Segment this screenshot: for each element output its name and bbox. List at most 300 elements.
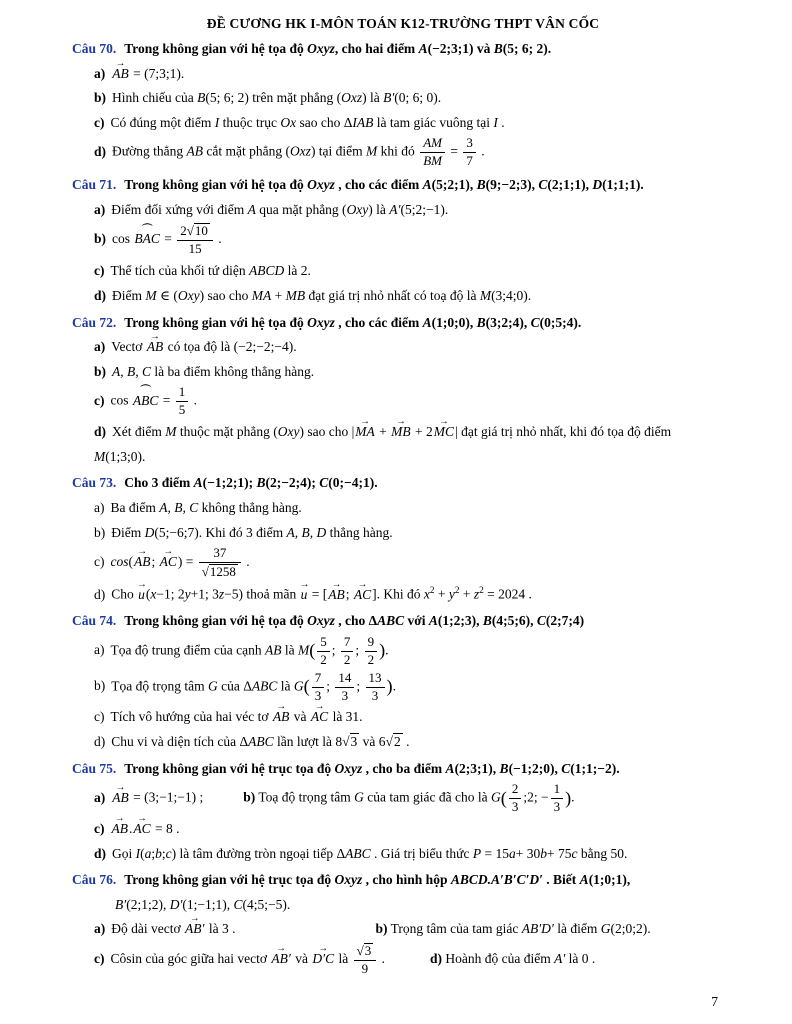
part-label: a) xyxy=(94,921,106,937)
text-segment: và xyxy=(290,709,310,725)
text-segment: . xyxy=(214,231,222,247)
fraction-numerator xyxy=(365,635,378,652)
text-segment: Xét điểm xyxy=(112,424,166,440)
text-segment: . Giá trị biểu thức xyxy=(370,845,473,861)
vector: AB → xyxy=(272,706,291,728)
part-label: c) xyxy=(94,114,105,130)
text-segment: ]. Khi đó xyxy=(372,586,424,602)
vector: AB → xyxy=(111,787,130,809)
vector: AC → xyxy=(353,584,372,606)
text-segment: ) là xyxy=(362,90,384,106)
math-variable: C xyxy=(536,613,546,629)
math-variable: M xyxy=(145,287,157,303)
text-segment: với xyxy=(404,613,429,629)
part-line xyxy=(72,843,734,865)
question-line xyxy=(72,758,734,780)
math-variable: C xyxy=(538,177,548,193)
text-segment: thuộc mặt phẳng ( xyxy=(176,424,278,440)
text-segment: 5 xyxy=(320,633,327,649)
text-segment: ( xyxy=(128,554,133,570)
fraction-numerator xyxy=(317,635,330,652)
text-segment: 3 xyxy=(341,687,349,703)
math-variable: I xyxy=(214,114,220,130)
text-segment: (3;2;4), xyxy=(485,314,531,330)
question-label: Câu 70. xyxy=(72,41,117,56)
text-segment: 9 xyxy=(361,961,369,976)
math-variable: M xyxy=(366,143,378,159)
text-segment: = [ xyxy=(308,586,328,602)
text-segment: 3 xyxy=(314,687,322,703)
text-segment: . xyxy=(378,951,385,967)
math-variable: B′ xyxy=(115,896,127,912)
text-segment: đạt giá trị nhỏ nhất có toạ độ là xyxy=(305,287,480,303)
text-segment: . Biết xyxy=(542,872,580,888)
fraction-denominator xyxy=(177,241,213,257)
text-segment: Thể tích của khối tứ diện xyxy=(110,263,250,279)
math-variable: Oxyz xyxy=(307,613,335,629)
text-segment: Điểm đối xứng với điểm xyxy=(111,201,248,217)
part-line xyxy=(72,87,734,109)
continuation-line xyxy=(72,446,734,468)
math-variable: Oxy xyxy=(277,424,300,440)
math-variable: A xyxy=(193,475,203,491)
math-variable: z xyxy=(473,586,480,602)
text-segment: , cho hình hộp xyxy=(362,872,451,888)
question-line xyxy=(72,174,734,196)
text-segment: Côsin của góc giữa hai vectơ xyxy=(110,951,271,967)
text-segment: = xyxy=(159,392,174,408)
text-segment: (4;5;6), xyxy=(491,613,537,629)
math-variable: Oxyz xyxy=(334,760,363,776)
radical-sign: √ xyxy=(201,564,209,580)
fraction-denominator xyxy=(551,799,564,815)
text-segment: +1; 3 xyxy=(190,586,219,602)
math-variable: Oxy xyxy=(346,201,369,217)
fraction-numerator xyxy=(176,385,189,402)
text-segment: là xyxy=(335,951,352,967)
text-segment: ) là tâm đường tròn ngoại tiếp Δ xyxy=(171,845,346,861)
text-segment: , cho ba điểm xyxy=(362,760,446,776)
vector: AB′ → xyxy=(270,948,291,970)
math-variable: B xyxy=(499,760,509,776)
math-variable: G xyxy=(207,678,218,694)
text-segment: 2 xyxy=(343,651,351,667)
vector: MC → xyxy=(433,421,455,443)
math-variable: c xyxy=(571,845,578,861)
text-segment: −5) thoả mãn xyxy=(224,586,300,602)
math-variable: D xyxy=(144,524,155,540)
part-label: a) xyxy=(94,642,105,658)
text-segment: thẳng hàng. xyxy=(326,524,393,540)
math-variable: Oxyz xyxy=(307,314,335,330)
fraction xyxy=(352,943,379,977)
question-line xyxy=(72,38,734,60)
text-segment: Chu vi và diện tích của Δ xyxy=(111,734,249,750)
text-segment: (−2;3;1) và xyxy=(427,41,494,56)
math-variable: ABCD.A′B′C′D′ xyxy=(450,872,543,888)
text-segment: không thẳng hàng. xyxy=(198,499,302,515)
math-variable: Oxy xyxy=(177,287,200,303)
part-label: b) xyxy=(94,363,107,379)
text-segment: và 6 xyxy=(359,734,386,750)
fraction-denominator xyxy=(366,688,385,704)
text-segment: ) là xyxy=(368,201,390,217)
text-segment: (5;2;1), xyxy=(431,177,477,193)
math-variable: MA xyxy=(251,287,272,303)
vector: AB → xyxy=(146,336,165,358)
text-segment: ; xyxy=(345,586,353,602)
part-label: d) xyxy=(94,143,107,159)
math-variable: G xyxy=(354,789,364,805)
part-line xyxy=(72,782,734,815)
math-variable: M xyxy=(94,448,106,464)
text-segment: 2 xyxy=(511,781,519,797)
text-segment: 7 xyxy=(343,633,351,649)
part-label: c) xyxy=(94,392,105,408)
large-delimiter: ( xyxy=(500,787,507,808)
page-number: 7 xyxy=(711,994,718,1009)
fraction xyxy=(339,635,356,668)
text-segment: (2;3;1), xyxy=(454,760,500,776)
fraction-denominator xyxy=(335,688,354,704)
text-segment: bằng 50. xyxy=(577,845,628,861)
part-line xyxy=(72,671,734,704)
text-segment: , cho các điểm xyxy=(334,314,423,330)
text-segment: (2;−2;4); xyxy=(265,475,320,491)
text-segment: . xyxy=(392,678,396,694)
vector: AB′ → xyxy=(184,918,205,940)
fraction xyxy=(174,385,191,418)
text-segment: 3 xyxy=(466,135,473,151)
math-variable: C xyxy=(561,760,571,776)
math-variable: b xyxy=(540,845,547,861)
text-segment: 2 xyxy=(367,651,375,667)
text-segment: ; xyxy=(151,845,156,861)
text-segment: 3 xyxy=(371,687,379,703)
radicand: 3 xyxy=(350,734,358,750)
text-segment: = (3;−1;−1) ; xyxy=(129,789,204,805)
square-root xyxy=(386,731,403,753)
math-variable: IAB xyxy=(352,114,374,130)
text-segment: ; xyxy=(331,642,339,658)
inline-part-label: b) xyxy=(243,789,256,805)
fraction-denominator xyxy=(176,402,189,418)
superscript: 2 xyxy=(479,585,484,595)
math-variable: Ox xyxy=(280,114,297,130)
text-segment: Độ dài vectơ xyxy=(111,921,184,937)
text-segment: Ba điểm xyxy=(110,499,160,515)
text-segment: Tọa độ trọng tâm xyxy=(111,678,208,694)
text-segment: Trong không gian với hệ trục tọa độ xyxy=(124,760,335,776)
radicand: 1258 xyxy=(209,564,236,580)
fraction-numerator xyxy=(354,943,377,961)
part-line xyxy=(72,361,734,383)
part-label: a) xyxy=(94,65,106,81)
text-segment: ( xyxy=(140,845,145,861)
text-segment: Đường thẳng xyxy=(112,143,187,159)
part-label: d) xyxy=(94,287,107,303)
text-segment: là 0 . xyxy=(565,951,596,967)
radicand: 2 xyxy=(393,734,401,750)
fraction xyxy=(197,546,243,580)
part-line xyxy=(72,223,734,257)
fraction-denominator xyxy=(463,153,476,169)
text-segment: . xyxy=(477,143,485,159)
text-segment: Trọng tâm của tam giác xyxy=(387,921,522,937)
part-line xyxy=(72,260,734,282)
part-line xyxy=(72,635,734,668)
math-variable: y xyxy=(448,586,455,602)
math-variable: G xyxy=(600,921,611,937)
math-variable: ABC xyxy=(251,678,278,694)
text-segment: (9;−2;3), xyxy=(485,177,539,193)
fraction-denominator xyxy=(509,799,522,815)
spacer xyxy=(235,932,375,933)
fraction xyxy=(315,635,332,668)
vector: AB → xyxy=(111,63,130,85)
part-label: c) xyxy=(94,554,105,570)
text-segment: ) sao cho xyxy=(199,287,252,303)
text-segment: 5 xyxy=(178,402,186,418)
text-segment: + 30 xyxy=(515,845,541,861)
math-variable: M xyxy=(297,642,310,658)
fraction-numerator xyxy=(366,671,385,688)
text-segment: . xyxy=(497,114,505,130)
fraction xyxy=(333,671,356,704)
math-variable: a xyxy=(144,845,152,861)
question-label: Câu 75. xyxy=(72,760,117,776)
math-variable: ABC xyxy=(345,845,371,861)
question-line xyxy=(72,312,734,334)
math-variable: I xyxy=(135,845,141,861)
vector: AB → xyxy=(133,551,152,573)
part-label: b) xyxy=(94,524,106,540)
vector: MB → xyxy=(390,421,412,443)
question-label: Câu 74. xyxy=(72,613,117,629)
math-variable: Oxyz xyxy=(334,872,363,888)
text-segment: là điểm xyxy=(553,921,601,937)
text-segment: 37 xyxy=(213,545,227,561)
math-variable: BM xyxy=(423,153,442,169)
text-segment: là 3 . xyxy=(205,921,236,937)
large-delimiter: ) xyxy=(565,787,572,808)
fraction-numerator xyxy=(420,136,445,153)
part-label: c) xyxy=(94,951,105,967)
text-segment: Trong không gian với hệ tọa độ xyxy=(124,613,308,629)
text-segment: (5;2;−1). xyxy=(400,201,449,217)
text-segment: Toạ độ trọng tâm xyxy=(255,789,355,805)
text-segment: ; xyxy=(356,678,364,694)
math-variable: Oxz xyxy=(289,143,311,159)
part-label: a) xyxy=(94,201,106,217)
math-variable: A′ xyxy=(554,951,566,967)
spacer xyxy=(203,801,243,802)
text-segment: (1;3;0). xyxy=(105,448,146,464)
math-variable: A, B, C xyxy=(112,363,152,379)
text-segment: cos xyxy=(112,231,134,247)
text-segment: | đạt giá trị nhỏ nhất, khi đó tọa độ điểm xyxy=(455,424,672,440)
inline-part-label: d) xyxy=(429,951,442,967)
text-segment: (0; 6; 0). xyxy=(394,90,442,106)
question-label: Câu 72. xyxy=(72,314,117,330)
part-label: a) xyxy=(94,499,105,515)
text-segment: là 2. xyxy=(284,263,311,279)
math-variable: C xyxy=(233,896,243,912)
part-label: b) xyxy=(94,231,107,247)
radical-sign: √ xyxy=(356,943,364,959)
fraction-numerator xyxy=(335,671,354,688)
text-segment: = 2024 . xyxy=(483,586,532,602)
part-line xyxy=(72,112,734,134)
text-segment: 7 xyxy=(314,669,322,685)
text-segment: ; xyxy=(151,554,159,570)
part-label: d) xyxy=(94,586,106,602)
part-label: b) xyxy=(94,678,106,694)
math-variable: A′ xyxy=(389,201,401,217)
math-variable: A xyxy=(445,760,455,776)
math-variable: M xyxy=(165,424,177,440)
part-line xyxy=(72,706,734,728)
fraction-numerator xyxy=(341,635,354,652)
text-segment: sao cho Δ xyxy=(296,114,353,130)
math-variable: a xyxy=(508,845,516,861)
text-segment: 14 xyxy=(338,669,352,685)
math-variable: I xyxy=(493,114,498,130)
text-segment: lần lượt là 8 xyxy=(273,734,343,750)
text-segment: (1;−1;1), xyxy=(182,896,234,912)
text-segment: Hình chiếu của xyxy=(112,90,198,106)
text-segment: có tọa độ là (−2;−2;−4). xyxy=(164,339,297,355)
part-label: d) xyxy=(94,424,107,440)
spacer xyxy=(385,962,430,963)
text-segment: (2;0;2). xyxy=(610,921,651,937)
angle-hat: ABC ⏜ xyxy=(132,390,160,412)
text-segment: (3;4;0). xyxy=(491,287,532,303)
text-segment: + xyxy=(434,586,449,602)
large-delimiter: ( xyxy=(309,640,316,661)
radical-sign: √ xyxy=(186,223,194,239)
part-line xyxy=(72,199,734,221)
text-segment: = 15 xyxy=(481,845,509,861)
text-segment: Tích vô hướng của hai véc tơ xyxy=(110,709,272,725)
vector: u → xyxy=(300,584,309,606)
fraction-numerator xyxy=(509,782,522,799)
math-variable: C xyxy=(319,475,329,491)
part-line xyxy=(72,63,734,85)
math-variable: P xyxy=(472,845,482,861)
math-variable: AB′D′ xyxy=(521,921,554,937)
text-segment: (1;1;−2). xyxy=(570,760,620,776)
math-variable: B xyxy=(256,475,266,491)
text-segment: (−1;2;0), xyxy=(508,760,562,776)
text-segment: là xyxy=(281,642,298,658)
superscript: 2 xyxy=(454,585,460,595)
text-segment: cắt mặt phẳng ( xyxy=(202,143,290,159)
fraction xyxy=(461,136,478,169)
fraction xyxy=(418,136,447,169)
part-label: c) xyxy=(94,263,105,279)
part-line xyxy=(72,497,734,519)
text-segment: , cho Δ xyxy=(334,613,378,629)
text-segment: . xyxy=(129,821,133,837)
text-segment: (1;2;3), xyxy=(437,613,483,629)
text-segment: của Δ xyxy=(217,678,252,694)
text-segment: 1 xyxy=(178,384,186,400)
part-line xyxy=(72,336,734,358)
text-segment: ∈ ( xyxy=(156,287,178,303)
text-segment: Vectơ xyxy=(111,339,146,355)
part-label: d) xyxy=(94,734,106,750)
math-variable: A xyxy=(579,872,589,888)
question-line xyxy=(72,610,734,632)
question-line xyxy=(72,869,734,891)
math-variable: x xyxy=(150,586,157,602)
vector: AC → xyxy=(310,706,329,728)
fraction xyxy=(175,223,215,257)
math-variable: x xyxy=(423,586,430,602)
text-segment: cos xyxy=(110,392,132,408)
vector: D′C → xyxy=(311,948,335,970)
math-variable: G xyxy=(490,789,501,805)
math-variable: B′ xyxy=(383,90,395,106)
text-segment: ) tại điểm xyxy=(310,143,367,159)
math-variable: B xyxy=(493,41,503,56)
text-segment: , cho hai điểm xyxy=(334,41,419,56)
part-line xyxy=(72,522,734,544)
math-variable: B xyxy=(476,177,486,193)
text-segment: Tọa độ trung điểm của cạnh xyxy=(110,642,265,658)
fraction xyxy=(364,671,387,704)
text-segment: 15 xyxy=(188,241,202,257)
math-variable: Oxyz xyxy=(307,177,335,193)
text-segment: 7 xyxy=(466,153,473,169)
part-line xyxy=(72,731,734,753)
text-segment: Cho 3 điểm xyxy=(124,475,194,491)
fraction-numerator xyxy=(551,782,564,799)
text-segment: ) = xyxy=(177,554,197,570)
text-segment: (−1;2;1); xyxy=(202,475,257,491)
text-segment: = xyxy=(160,231,176,247)
part-line xyxy=(72,583,734,605)
large-delimiter: ) xyxy=(386,675,393,696)
fraction xyxy=(549,782,566,815)
math-variable: D xyxy=(592,177,603,193)
part-label: c) xyxy=(94,821,105,837)
vector: MA → xyxy=(354,421,376,443)
text-segment: thuộc trục xyxy=(219,114,281,130)
page-title: ĐỀ CƯƠNG HK I-MÔN TOÁN K12-TRƯỜNG THPT VÂN CỐC xyxy=(206,16,600,31)
text-segment: Hoành độ của điểm xyxy=(442,951,555,967)
text-segment: (2;1;1), xyxy=(547,177,593,193)
radical-sign: √ xyxy=(385,734,393,750)
text-segment: = xyxy=(446,143,462,159)
part-label: c) xyxy=(94,709,105,725)
math-variable: z xyxy=(218,586,225,602)
part-line xyxy=(72,818,734,840)
math-variable: B xyxy=(476,314,486,330)
math-variable: B xyxy=(197,90,206,106)
text-segment: (5; 6; 2). xyxy=(502,41,552,56)
part-line xyxy=(72,136,734,169)
math-variable: Oxyz xyxy=(307,41,335,56)
text-segment: 13 xyxy=(368,669,382,685)
fraction-denominator xyxy=(199,563,241,580)
text-segment: . xyxy=(385,642,389,658)
square-root xyxy=(357,943,374,959)
fraction-numerator xyxy=(199,546,241,563)
text-segment: + xyxy=(375,424,391,440)
vector: AB → xyxy=(111,818,130,840)
